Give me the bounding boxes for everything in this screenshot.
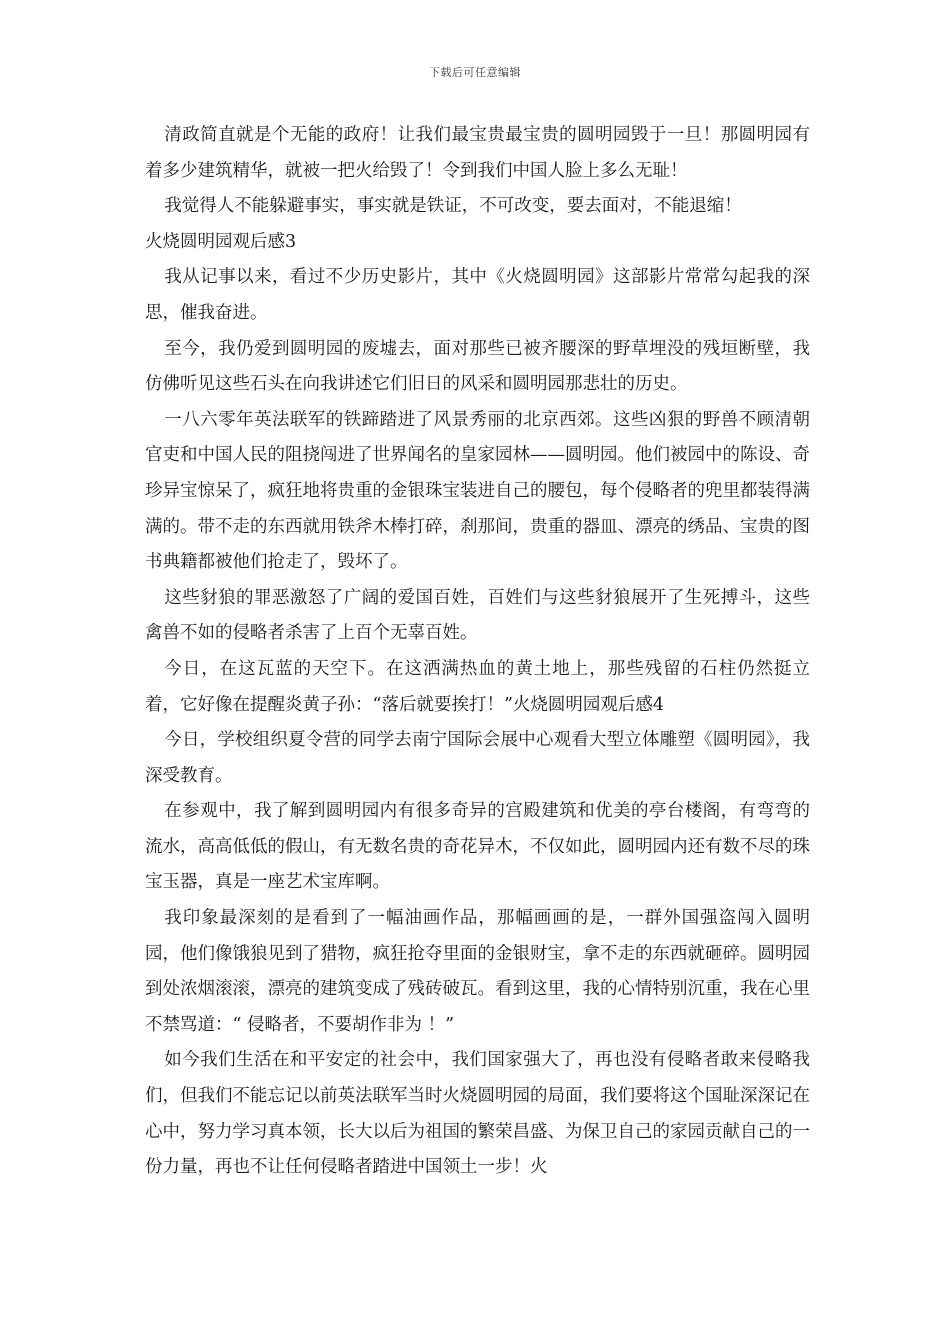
paragraph: 我印象最深刻的是看到了一幅油画作品，那幅画画的是，一群外国强盗闯入圆明园，他们像饿狼见到了猎物，疯狂抢夺里面的金银财宝，拿不走的东西就砸碎。圆明园到处浓烟滚滚，漂亮的建筑变成了残砖破瓦。看到这里，我的心情特别沉重，我在心里不禁骂道：“ 侵略者，不要胡作非为 ！” (145, 908, 810, 1035)
paragraph: 如今我们生活在和平安定的社会中，我们国家强大了，再也没有侵略者敢来侵略我们，但我们不能忘记以前英法联军当时火烧圆明园的局面，我们要将这个国耻深深记在心中，努力学习真本领，长大以后为祖国的繁荣昌盛、为保卫自己的家园贡献自己的一份力量，再也不让任何侵略者踏进中国领土一步！火 (145, 1050, 810, 1178)
paragraph: 今日，学校组织夏令营的同学去南宁国际会展中心观看大型立体雕塑《圆明园》，我深受教育。 (145, 730, 810, 786)
paragraph: 清政简直就是个无能的政府！让我们最宝贵最宝贵的圆明园毁于一旦！那圆明园有着多少建筑精华，就被一把火给毁了！令到我们中国人脸上多么无耻！ (145, 125, 810, 181)
paragraph: 今日，在这瓦蓝的天空下。在这洒满热血的黄土地上，那些残留的石柱仍然挺立着，它好像在提醒炎黄子孙：“落后就要挨打！”火烧圆明园观后感4 (145, 658, 810, 715)
paragraph: 至今，我仍爱到圆明园的废墟去，面对那些已被齐腰深的野草埋没的残垣断壁，我仿佛听见这些石头在向我讲述它们旧日的风采和圆明园那悲壮的历史。 (145, 338, 810, 395)
paragraph: 一八六零年英法联军的铁蹄踏进了风景秀丽的北京西郊。这些凶狠的野兽不顾清朝官吏和中国人民的阻挠闯进了世界闻名的皇家园林——圆明园。他们被园中的陈设、奇珍异宝惊呆了，疯狂地将贵重的金银珠宝装进自己的腰包，每个侵略者的兜里都装得满满的。带不走的东西就用铁斧木棒打碎，刹那间，贵重的器皿、漂亮的绣品、宝贵的图书典籍都被他们抢走了，毁坏了。 (145, 409, 810, 573)
section-heading: 火烧圆明园观后感3 (145, 231, 297, 252)
document-body (145, 118, 810, 1186)
paragraph: 我从记事以来，看过不少历史影片，其中《火烧圆明园》这部影片常常勾起我的深思，催我奋进。 (145, 267, 810, 323)
paragraph: 我觉得人不能躲避事实，事实就是铁证，不可改变，要去面对，不能退缩！ (164, 196, 742, 217)
paragraph: 在参观中，我了解到圆明园内有很多奇异的宫殿建筑和优美的亭台楼阁，有弯弯的流水，高高低低的假山，有无数名贵的奇花异木，不仅如此，圆明园内还有数不尽的珠宝玉器，真是一座艺术宝库啊。 (145, 801, 810, 893)
page-header: 下载后可任意编辑 (429, 66, 521, 79)
paragraph: 这些豺狼的罪恶激怒了广阔的爱国百姓，百姓们与这些豺狼展开了生死搏斗，这些禽兽不如的侵略者杀害了上百个无辜百姓。 (145, 587, 810, 644)
